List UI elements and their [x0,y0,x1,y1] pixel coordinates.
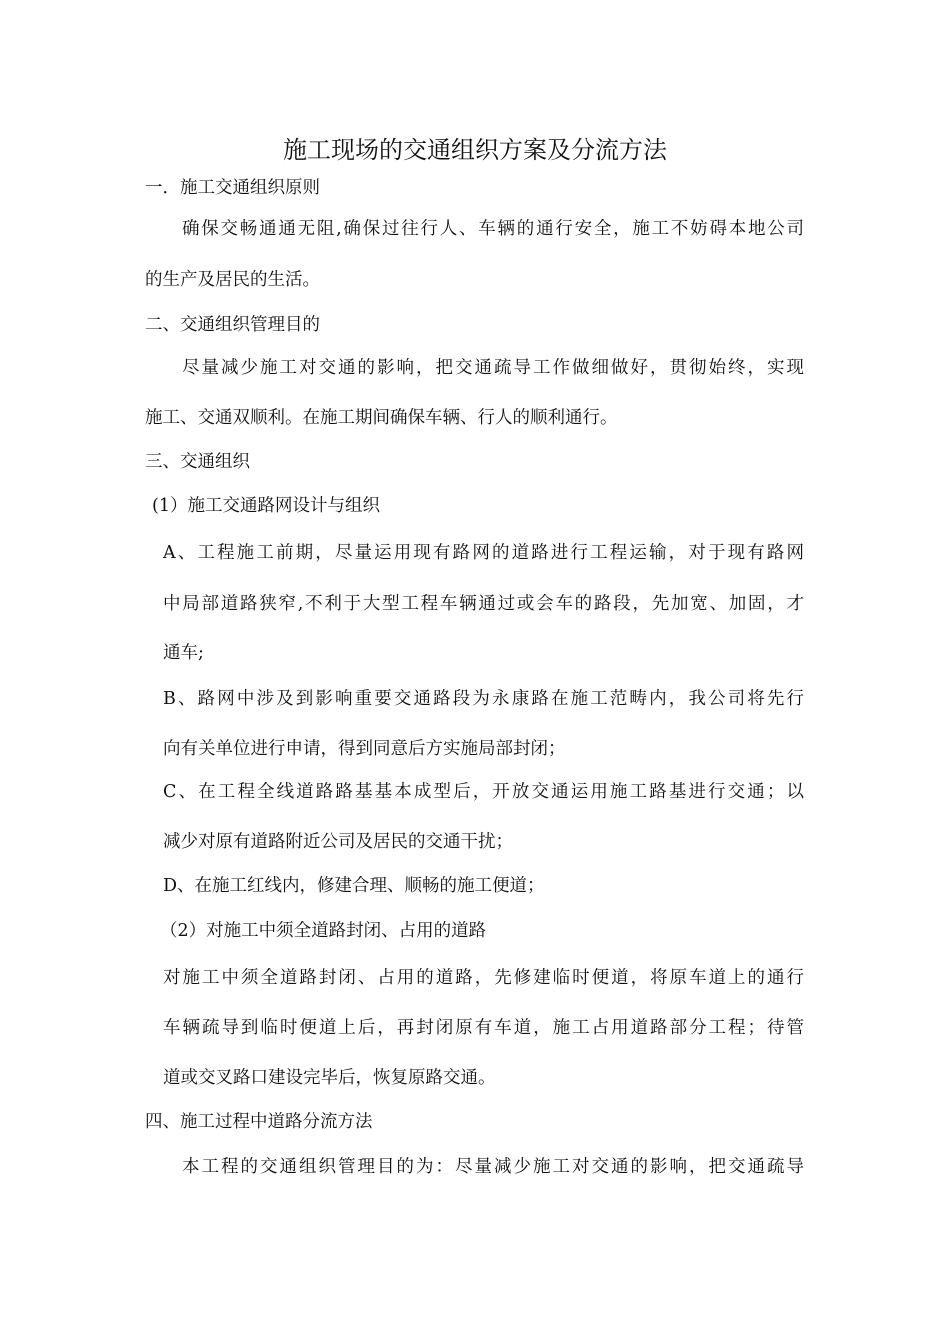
section-2-paragraph-line-1: 尽量减少施工对交通的影响，把交通疏导工作做细做好，贯彻始终，实现 [182,358,804,378]
item-a-line-1: A、工程施工前期，尽量运用现有路网的道路进行工程运输，对于现有路网 [163,543,804,563]
item-c-line-1: C、在工程全线道路路基基本成型后，开放交通运用施工路基进行交通；以 [163,782,804,802]
item-b-line-1: B、路网中涉及到影响重要交通路段为永康路在施工范畴内，我公司将先行 [163,689,804,709]
item-a-line-3: 通车; [163,643,204,663]
item-a-line-2: 中局部道路狭窄,不利于大型工程车辆通过或会车的路段，先加宽、加固，才 [163,594,804,614]
page-title: 施工现场的交通组织方案及分流方法 [283,136,667,164]
section-2-heading: 二、交通组织管理目的 [145,315,320,335]
section-4-paragraph-line-1: 本工程的交通组织管理目的为：尽量减少施工对交通的影响，把交通疏导 [182,1157,804,1177]
section-3-subheading-1: (1）施工交通路网设计与组织 [152,496,380,516]
item-e-line-3: 道或交叉路口建设完毕后，恢复原路交通。 [163,1068,496,1088]
section-3-heading: 三、交通组织 [145,452,250,472]
section-3-subheading-2: （2）对施工中须全道路封闭、占用的道路 [160,921,487,941]
item-c-line-2: 减少对原有道路附近公司及居民的交通干扰； [163,832,513,852]
item-d-line-1: D、在施工红线内，修建合理、顺畅的施工便道； [163,876,545,896]
section-1-heading: 一．施工交通组织原则 [145,178,320,198]
section-1-paragraph-line-2: 的生产及居民的生活。 [145,270,320,290]
section-1-paragraph-line-1: 确保交畅通通无阻,确保过往行人、车辆的通行安全，施工不妨碍本地公司 [182,219,804,239]
item-e-line-1: 对施工中须全道路封闭、占用的道路，先修建临时便道，将原车道上的通行 [163,968,804,988]
item-e-line-2: 车辆疏导到临时便道上后，再封闭原有车道，施工占用道路部分工程；待管 [163,1018,804,1038]
item-b-line-2: 向有关单位进行申请，得到同意后方实施局部封闭； [163,739,566,759]
section-2-paragraph-line-2: 施工、交通双顺利。在施工期间确保车辆、行人的顺利通行。 [145,408,618,428]
section-4-heading: 四、施工过程中道路分流方法 [145,1112,373,1132]
